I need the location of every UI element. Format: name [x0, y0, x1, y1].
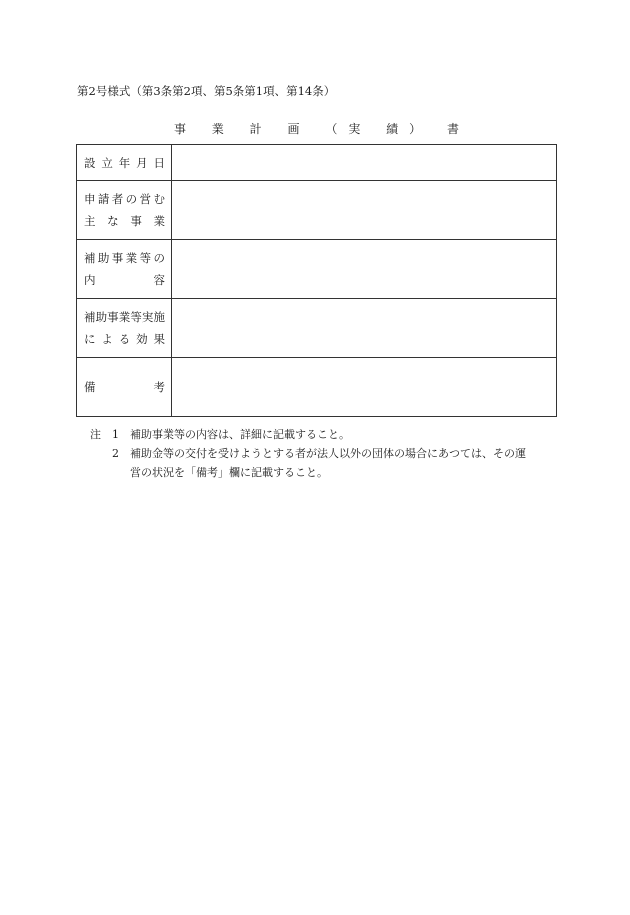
label-char: 事 — [111, 251, 124, 265]
label-char: 事 — [130, 214, 142, 228]
label-line — [77, 306, 171, 328]
label-char: 果 — [153, 332, 165, 346]
label-char: 実 — [141, 310, 154, 324]
title-char: 業 — [211, 122, 235, 136]
row-label — [77, 358, 172, 417]
label-char: 営 — [139, 192, 152, 206]
label-char: 月 — [136, 155, 148, 170]
label-line — [77, 152, 171, 174]
row-value-field[interactable] — [172, 358, 557, 417]
label-char: 等 — [139, 251, 152, 265]
label-char: 等 — [130, 310, 142, 324]
label-char: 考 — [153, 380, 165, 394]
label-char: る — [118, 332, 131, 346]
note-number: 2 — [112, 447, 119, 460]
table-row — [77, 240, 557, 299]
label-char: 立 — [101, 155, 113, 170]
table-row — [77, 145, 557, 181]
note-continuation: 営の状況を「備考」欄に記載すること。 — [130, 466, 328, 479]
row-label — [77, 299, 172, 358]
label-char: 助 — [95, 310, 108, 324]
document-title — [0, 120, 630, 137]
title-char: 計 — [249, 122, 273, 136]
label-char: 請 — [97, 192, 110, 206]
label-char: む — [153, 192, 165, 206]
row-label — [77, 145, 172, 181]
label-char: 助 — [97, 251, 110, 265]
note-prefix: 注 — [90, 428, 101, 441]
label-char: 年 — [118, 155, 131, 170]
label-char: 設 — [84, 155, 96, 170]
form-reference: 第2号様式（第3条第2項、第5条第1項、第14条） — [77, 84, 336, 98]
label-line — [77, 210, 171, 232]
row-value-field[interactable] — [172, 145, 557, 181]
label-char: の — [153, 251, 165, 265]
title-char: （実 — [325, 122, 372, 136]
note-number: 1 — [112, 428, 119, 441]
label-char: 施 — [153, 310, 165, 324]
label-char: 事 — [107, 310, 119, 324]
table-row — [77, 358, 557, 417]
label-char: 補 — [84, 251, 96, 265]
note-item-1 — [90, 425, 560, 444]
row-label — [77, 240, 172, 299]
label-char: 日 — [153, 155, 165, 170]
plan-table — [76, 144, 557, 417]
label-char: な — [107, 214, 119, 228]
title-char: 績） — [386, 122, 433, 136]
label-line — [77, 247, 171, 269]
row-value-field[interactable] — [172, 240, 557, 299]
label-char: 内 — [84, 273, 96, 287]
row-value-field[interactable] — [172, 299, 557, 358]
title-char: 事 — [173, 122, 197, 136]
label-char: の — [125, 192, 138, 206]
label-line — [77, 269, 171, 291]
label-line — [77, 328, 171, 350]
label-char: 主 — [84, 214, 96, 228]
label-line — [77, 188, 171, 210]
label-char: 効 — [136, 332, 148, 346]
label-char: に — [84, 332, 96, 346]
label-char: 補 — [84, 310, 96, 324]
table-row — [77, 181, 557, 240]
label-char: 容 — [153, 273, 165, 287]
notes-section — [90, 425, 560, 482]
title-char: 書 — [447, 122, 471, 136]
label-char: よ — [101, 332, 113, 346]
note-item-2 — [90, 444, 560, 463]
label-line — [77, 376, 171, 398]
table-row — [77, 299, 557, 358]
note-text: 補助金等の交付を受けようとする者が法人以外の団体の場合にあつては、その運 — [130, 447, 526, 460]
label-char: 者 — [111, 192, 124, 206]
label-char: 申 — [84, 192, 96, 206]
row-value-field[interactable] — [172, 181, 557, 240]
label-char: 業 — [118, 310, 131, 324]
label-char: 業 — [125, 251, 138, 265]
note-text: 補助事業等の内容は、詳細に記載すること。 — [130, 428, 350, 441]
label-char: 備 — [84, 380, 96, 394]
label-char: 業 — [153, 214, 165, 228]
title-char: 画 — [287, 122, 311, 136]
row-label — [77, 181, 172, 240]
